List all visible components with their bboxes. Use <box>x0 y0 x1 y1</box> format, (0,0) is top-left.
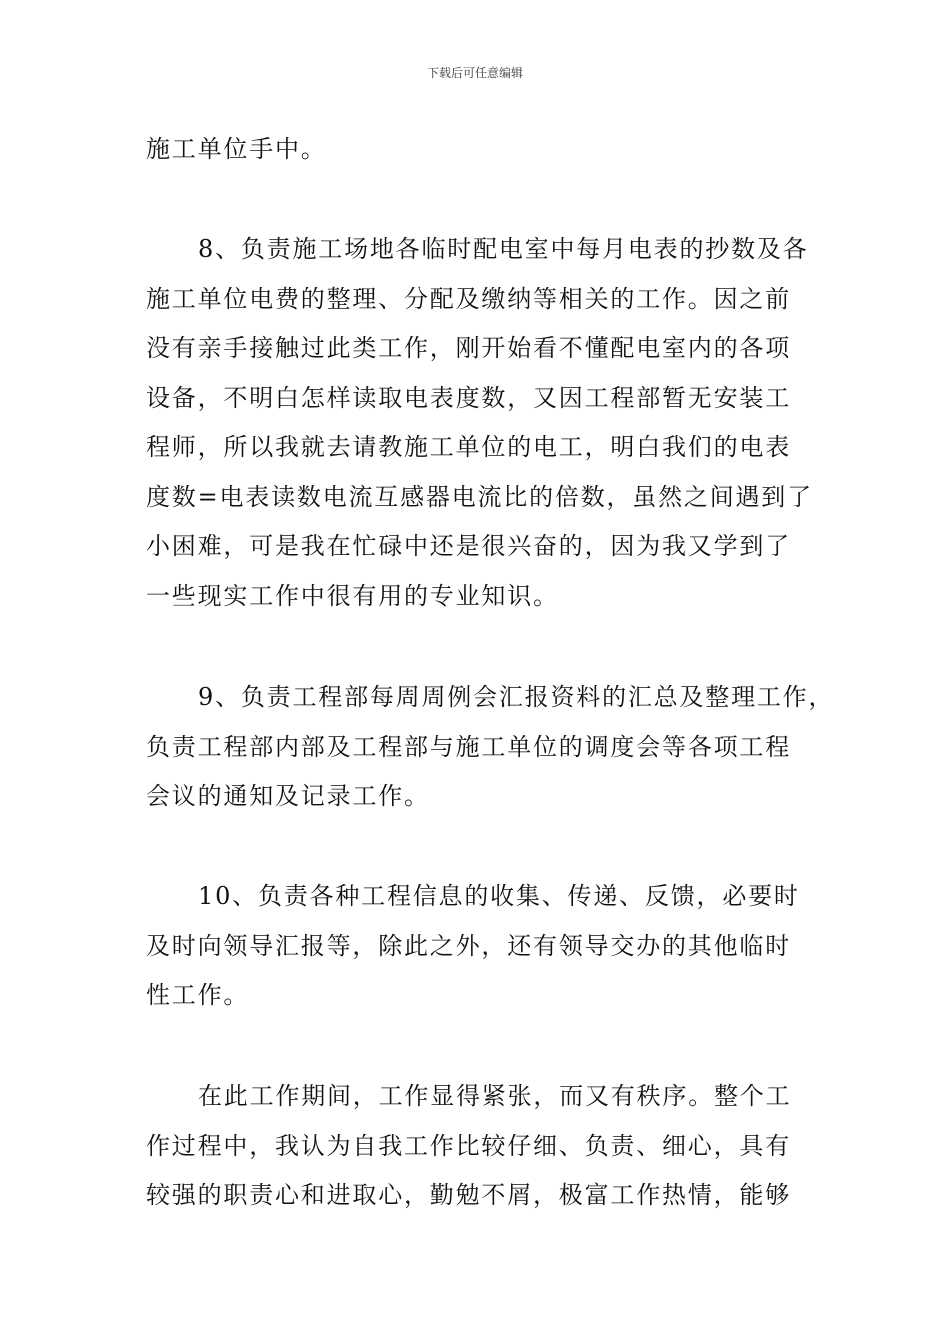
text-line: 没有亲手接触过此类工作，刚开始看不懂配电室内的各项 <box>146 334 791 362</box>
paragraph-item-10 <box>146 872 808 1021</box>
text-line: 度数=电表读数电流互感器电流比的倍数，虽然之间遇到了 <box>146 482 813 511</box>
text-line: 及时向领导汇报等，除此之外，还有领导交办的其他临时 <box>146 931 791 960</box>
paragraph-summary <box>146 1072 808 1221</box>
text-line: 会议的通知及记录工作。 <box>146 782 430 810</box>
text-line: 9、负责工程部每周周例会汇报资料的汇总及整理工作， <box>198 683 835 711</box>
paragraph-item-9 <box>146 673 835 822</box>
text-line: 8、负责施工场地各临时配电室中每月电表的抄数及各 <box>198 235 809 263</box>
text-line: 施工单位电费的整理、分配及缴纳等相关的工作。因之前 <box>146 284 791 313</box>
text-line: 10、负责各种工程信息的收集、传递、反馈，必要时 <box>198 882 800 910</box>
text-line: 施工单位手中。 <box>146 135 327 163</box>
paragraph-item-8 <box>146 225 813 621</box>
text-line: 小困难，可是我在忙碌中还是很兴奋的，因为我又学到了 <box>146 532 791 560</box>
text-line: 程师，所以我就去请教施工单位的电工，明白我们的电表 <box>146 433 791 461</box>
text-line: 较强的职责心和进取心，勤勉不屑，极富工作热情，能够 <box>146 1181 791 1209</box>
text-line: 负责工程部内部及工程部与施工单位的调度会等各项工程 <box>146 732 791 761</box>
download-note: 下载后可任意编辑 <box>426 66 523 80</box>
text-line: 设备，不明白怎样读取电表度数，又因工程部暂无安装工 <box>146 383 791 412</box>
text-line: 作过程中，我认为自我工作比较仔细、负责、细心，具有 <box>146 1131 791 1160</box>
text-line: 在此工作期间，工作显得紧张，而又有秩序。整个工 <box>198 1082 792 1110</box>
text-line: 性工作。 <box>146 981 250 1009</box>
text-line: 一些现实工作中很有用的专业知识。 <box>146 581 559 610</box>
paragraph-continuation <box>146 125 808 175</box>
